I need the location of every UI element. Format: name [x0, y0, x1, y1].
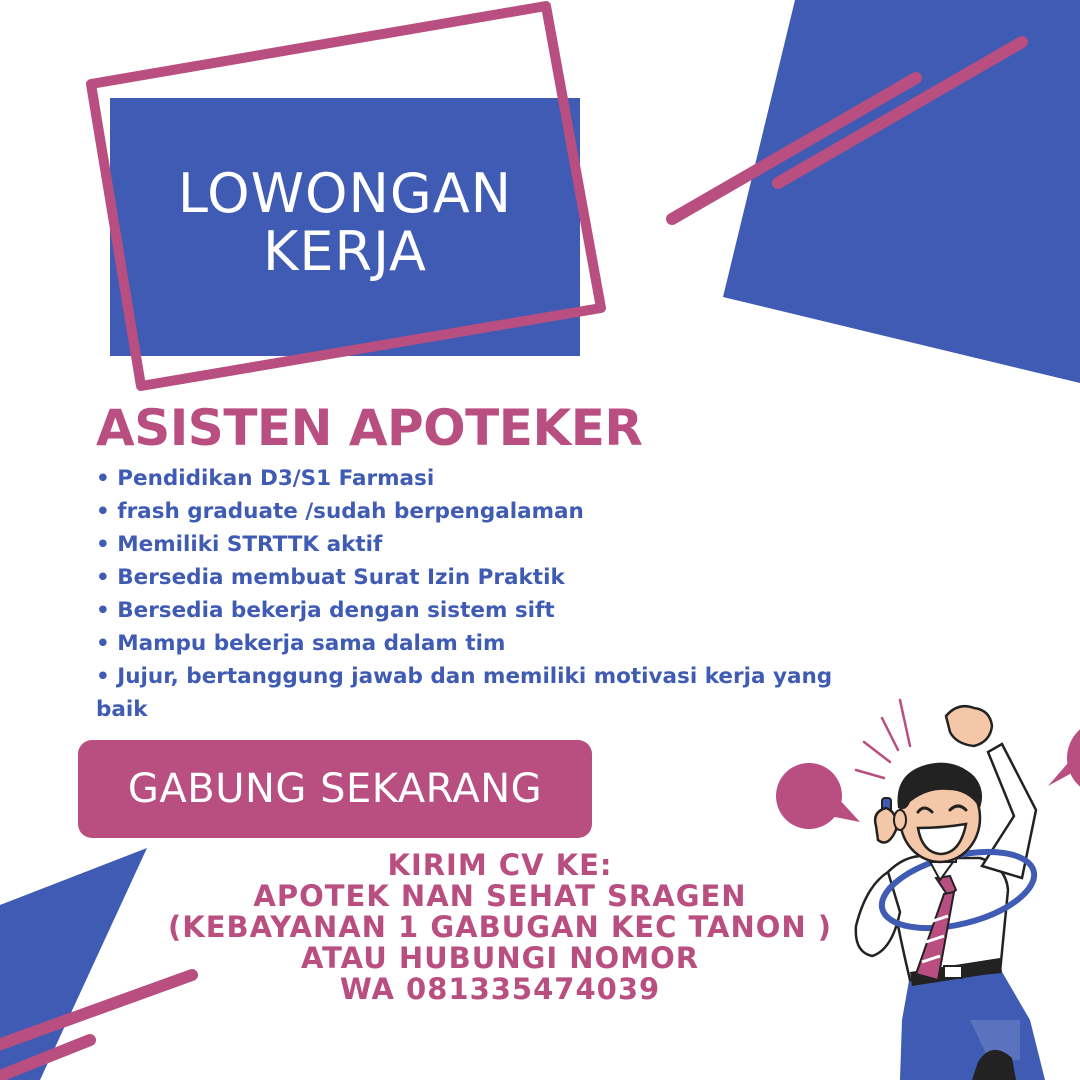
contact-line: KIRIM CV KE: — [387, 848, 613, 882]
happy-businessman-on-phone-illustration — [760, 690, 1080, 1080]
contact-line: ATAU HUBUNGI NOMOR — [300, 941, 700, 975]
requirements-list — [96, 462, 856, 726]
requirement-item: • Bersedia membuat Surat Izin Praktik — [96, 565, 565, 590]
headline-line-2: KERJA — [263, 220, 427, 283]
speech-bubble-icon — [776, 763, 860, 829]
job-position-title: ASISTEN APOTEKER — [96, 399, 643, 457]
headline — [110, 162, 580, 283]
join-now-button[interactable]: GABUNG SEKARANG — [78, 740, 592, 838]
requirement-item: • Pendidikan D3/S1 Farmasi — [96, 466, 435, 491]
contact-line: WA 081335474039 — [339, 972, 661, 1006]
requirement-item: • Memiliki STRTTK aktif — [96, 532, 383, 557]
requirement-item: • Bersedia bekerja dengan sistem sift — [96, 598, 555, 623]
contact-line: (KEBAYANAN 1 GABUGAN KEC TANON ) — [167, 910, 833, 944]
speech-bubble-icon — [1048, 720, 1080, 796]
contact-info — [140, 850, 860, 1005]
requirement-item: • Jujur, bertanggung jawab dan memiliki motivasi kerja yang baik — [96, 664, 833, 722]
contact-line: APOTEK NAN SEHAT SRAGEN — [253, 879, 747, 913]
headline-line-1: LOWONGAN — [177, 162, 513, 225]
requirement-item: • frash graduate /sudah berpengalaman — [96, 499, 584, 524]
requirement-item: • Mampu bekerja sama dalam tim — [96, 631, 506, 656]
